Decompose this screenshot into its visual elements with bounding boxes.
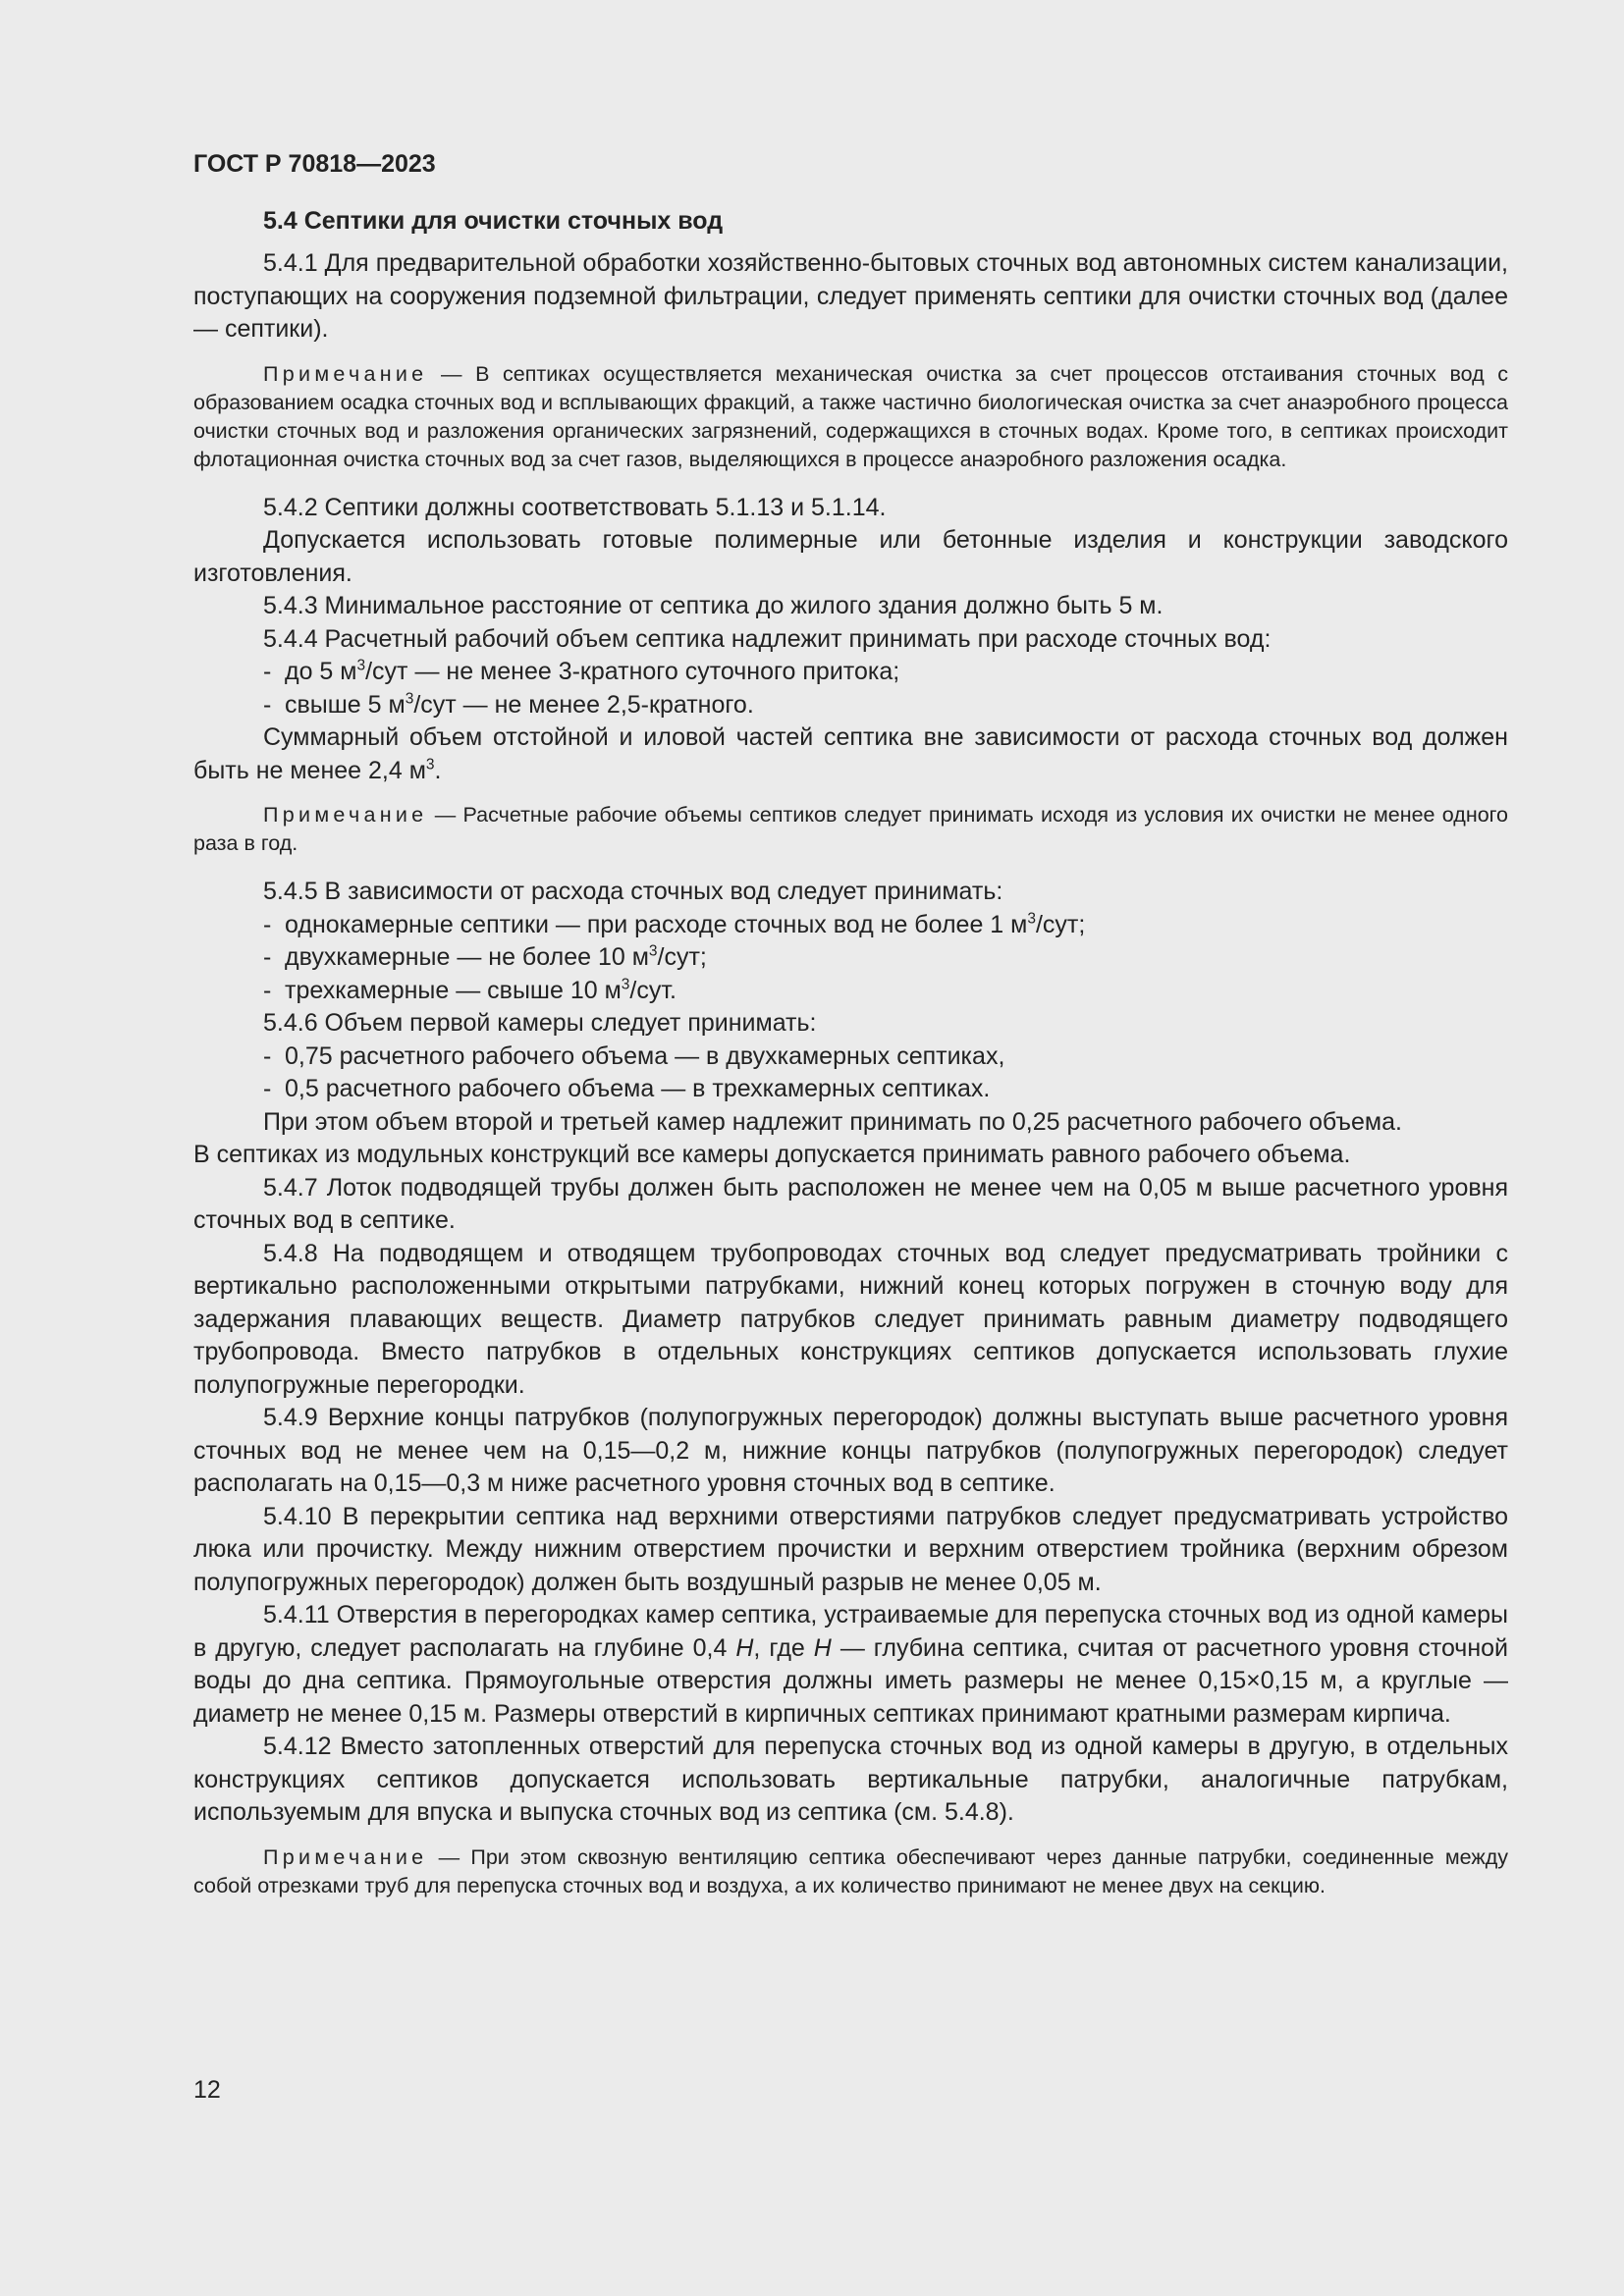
note-label: Примечание bbox=[263, 1844, 428, 1869]
note-label: Примечание bbox=[263, 803, 428, 827]
document-header: ГОСТ Р 70818—2023 bbox=[193, 150, 436, 178]
note-3 bbox=[193, 1843, 1508, 1900]
paragraph-5-4-11: 5.4.11 Отверстия в перегородках камер септика, устраиваемые для перепуска сточных вод из одной камеры в другую, следует располагать на глубине 0,4 H, где H — глубина септика, считая от расчетного уровня сточной воды до дна септика. Прямоугольные отверстия должны иметь размеры не менее 0,15×0,15 м, а круглые — диаметр не менее 0,15 м. Размеры отверстий в кирпичных септиках принимают кратными размерам кирпича. bbox=[193, 1601, 1509, 1728]
paragraph-5-4-3: 5.4.3 Минимальное расстояние от септика до жилого здания должно быть 5 м. bbox=[263, 592, 1164, 619]
list-5-4-5 bbox=[193, 909, 1508, 1008]
note-text: — Расчетные рабочие объемы септиков следует принимать исходя из условия их очистки не менее одного раза в год. bbox=[193, 803, 1508, 855]
note-text: — При этом сквозную вентиляцию септика обеспечивают через данные патрубки, соединенные между собой отрезками труб для перепуска сточных вод и воздуха, а их количество принимают не менее двух на секцию. bbox=[193, 1844, 1508, 1897]
paragraph-5-4-2-b: Допускается использовать готовые полимерные или бетонные изделия и конструкции заводского изготовления. bbox=[193, 526, 1508, 587]
note-2 bbox=[193, 801, 1508, 858]
document-body bbox=[193, 247, 1508, 1900]
paragraph-5-4-5: 5.4.5 В зависимости от расхода сточных вод следует принимать: bbox=[263, 878, 1003, 905]
list-item: - свыше 5 $м^3$/сут — не менее 2,5-кратного. bbox=[263, 689, 1508, 722]
list-5-4-6 bbox=[193, 1041, 1508, 1106]
list-item: - 0,5 расчетного рабочего объема — в трехкамерных септиках. bbox=[263, 1073, 1508, 1106]
paragraph-5-4-6-b: При этом объем второй и третьей камер надлежит принимать по 0,25 расчетного рабочего объема. bbox=[263, 1107, 1402, 1136]
paragraph-5-4-2: 5.4.2 Септики должны соответствовать 5.1.13 и 5.1.14. bbox=[263, 493, 887, 521]
paragraph-5-4-9: 5.4.9 Верхние концы патрубков (полупогружных перегородок) должны выступать выше расчетного уровня сточных вод не менее чем на 0,15—0,2 м, нижние концы патрубков (полупогружных перегородок) следует располагать на 0,15—0,3 м ниже расчетного уровня сточных вод в септике. bbox=[193, 1404, 1508, 1497]
paragraph-5-4-6-c: В септиках из модульных конструкций все камеры допускается принимать равного рабочего объема. bbox=[193, 1141, 1351, 1168]
list-item: - до 5 $м^3$/сут — не менее 3-кратного суточного притока; bbox=[263, 656, 1508, 689]
list-item: - 0,75 расчетного рабочего объема — в двухкамерных септиках, bbox=[263, 1041, 1508, 1074]
paragraph-5-4-12: 5.4.12 Вместо затопленных отверстий для перепуска сточных вод из одной камеры в другую, в отдельных конструкциях септиков допускается использовать вертикальные патрубки, аналогичные патрубкам, используемым для впуска и выпуска сточных вод из септика (см. 5.4.8). bbox=[193, 1733, 1508, 1826]
list-item: - трехкамерные — свыше 10 $м^3$/сут. bbox=[263, 975, 1508, 1008]
list-item: - однокамерные септики — при расходе сточных вод не более 1 $м^3$/сут; bbox=[263, 909, 1508, 942]
paragraph-5-4-4: 5.4.4 Расчетный рабочий объем септика надлежит принимать при расходе сточных вод: bbox=[263, 624, 1272, 653]
paragraph-5-4-8: 5.4.8 На подводящем и отводящем трубопроводах сточных вод следует предусматривать тройники с вертикально расположенными открытыми патрубками, нижний конец которых погружен в сточную воду для задержания плавающих веществ. Диаметр патрубков следует принимать равным диаметру подводящего трубопровода. Вместо патрубков в отдельных конструкциях септиков допускается использовать глухие полупогружные перегородки. bbox=[193, 1239, 1508, 1399]
paragraph-5-4-10: 5.4.10 В перекрытии септика над верхними отверстиями патрубков следует предусматривать устройство люка или прочистку. Между нижним отверстием прочистки и верхним отверстием тройника (верхним обрезом полупогружных перегородок) должен быть воздушный разрыв не менее 0,05 м. bbox=[193, 1502, 1508, 1596]
list-item: - двухкамерные — не более 10 $м^3$/сут; bbox=[263, 941, 1508, 975]
note-text: — В септиках осуществляется механическая очистка за счет процессов отстаивания сточных вод с образованием осадка сточных вод и всплывающих фракций, а также частично биологическая очистка за счет анаэробного процесса очистки сточных вод и разложения органических загрязнений, содержащихся в сточных водах. Кроме того, в септиках происходит флотационная очистка сточных вод за счет газов, выделяющихся в процессе анаэробного разложения осадка. bbox=[193, 361, 1508, 471]
paragraph-5-4-1: 5.4.1 Для предварительной обработки хозяйственно-бытовых сточных вод автономных систем канализации, поступающих на сооружения подземной фильтрации, следует применять септики для очистки сточных вод (далее — септики). bbox=[193, 249, 1508, 343]
paragraph-5-4-7: 5.4.7 Лоток подводящей трубы должен быть расположен не менее чем на 0,05 м выше расчетного уровня сточных вод в септике. bbox=[193, 1173, 1508, 1234]
note-label: Примечание bbox=[263, 361, 428, 386]
section-title: 5.4 Септики для очистки сточных вод bbox=[263, 207, 724, 235]
list-5-4-4 bbox=[193, 656, 1508, 721]
page-number: 12 bbox=[193, 2076, 221, 2104]
paragraph-5-4-4-b: Суммарный объем отстойной и иловой частей септика вне зависимости от расхода сточных вод должен быть не менее 2,4 $м^3$. bbox=[193, 723, 1508, 784]
note-1 bbox=[193, 360, 1508, 474]
paragraph-5-4-6: 5.4.6 Объем первой камеры следует принимать: bbox=[263, 1009, 817, 1037]
